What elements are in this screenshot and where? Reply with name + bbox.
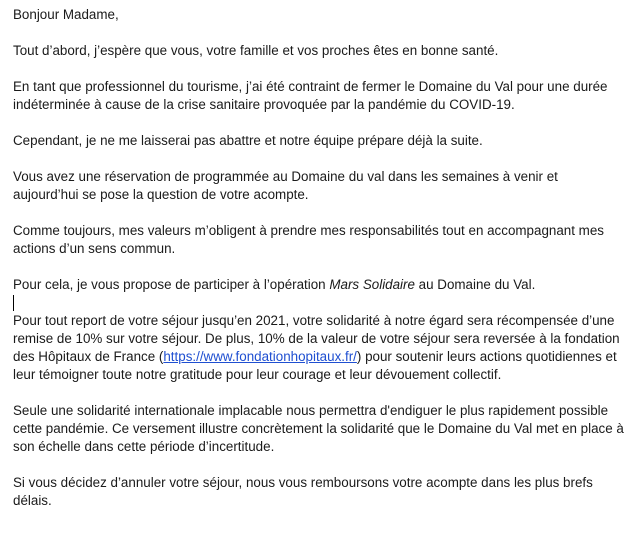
- greeting: Bonjour Madame,: [13, 7, 119, 22]
- paragraph-6-text-start: Pour cela, je vous propose de participer à l’opération: [13, 277, 330, 292]
- paragraph-7: [13, 312, 625, 384]
- empty-line-with-cursor[interactable]: [13, 294, 625, 312]
- paragraph-8: Seule une solidarité internationale implacable nous permettra d'endiguer le plus rapidement possible cette pandémie. Ce versement illustre concrètement la solidarité que le Domaine du Val met en place à son échelle dans cette période d’incertitude.: [13, 403, 624, 454]
- paragraph-9: Si vous décidez d’annuler votre séjour, nous vous remboursons votre acompte dans les plus brefs délais.: [13, 475, 593, 508]
- paragraph-2: En tant que professionnel du tourisme, j’ai été contraint de fermer le Domaine du Val pour une durée indéterminée à cause de la crise sanitaire provoquée par la pandémie du COVID-19.: [13, 79, 608, 112]
- letter-body[interactable]: [13, 6, 625, 528]
- paragraph-7-text-start: Pour tout report de votre séjour jusqu’en 2021, votre solidarité à notre égard sera récompensée d’une remise de 10% sur votre séjour. De plus, 10% de la valeur de votre séjour sera reversée à la fondation des Hôpitaux de France (: [13, 313, 620, 364]
- fondation-hopitaux-link[interactable]: https://www.fondationhopitaux.fr/: [163, 349, 357, 364]
- text-cursor: [13, 295, 14, 311]
- paragraph-1: Tout d’abord, j’espère que vous, votre famille et vos proches êtes en bonne santé.: [13, 43, 499, 58]
- paragraph-7-text-end: ) pour soutenir leurs actions quotidiennes et leur témoigner toute notre gratitude pour leur courage et leur dévouement collectif.: [13, 349, 617, 382]
- paragraph-3: Cependant, je ne me laisserai pas abattre et notre équipe prépare déjà la suite.: [13, 133, 483, 148]
- paragraph-5: Comme toujours, mes valeurs m’obligent à prendre mes responsabilités tout en accompagnant mes actions d’un sens commun.: [13, 223, 604, 256]
- paragraph-6-text-end: au Domaine du Val.: [414, 277, 536, 292]
- paragraph-4: Vous avez une réservation de programmée au Domaine du val dans les semaines à venir et aujourd’hui se pose la question de votre acompte.: [13, 169, 558, 202]
- operation-name: Mars Solidaire: [329, 277, 415, 292]
- paragraph-6: [13, 276, 625, 294]
